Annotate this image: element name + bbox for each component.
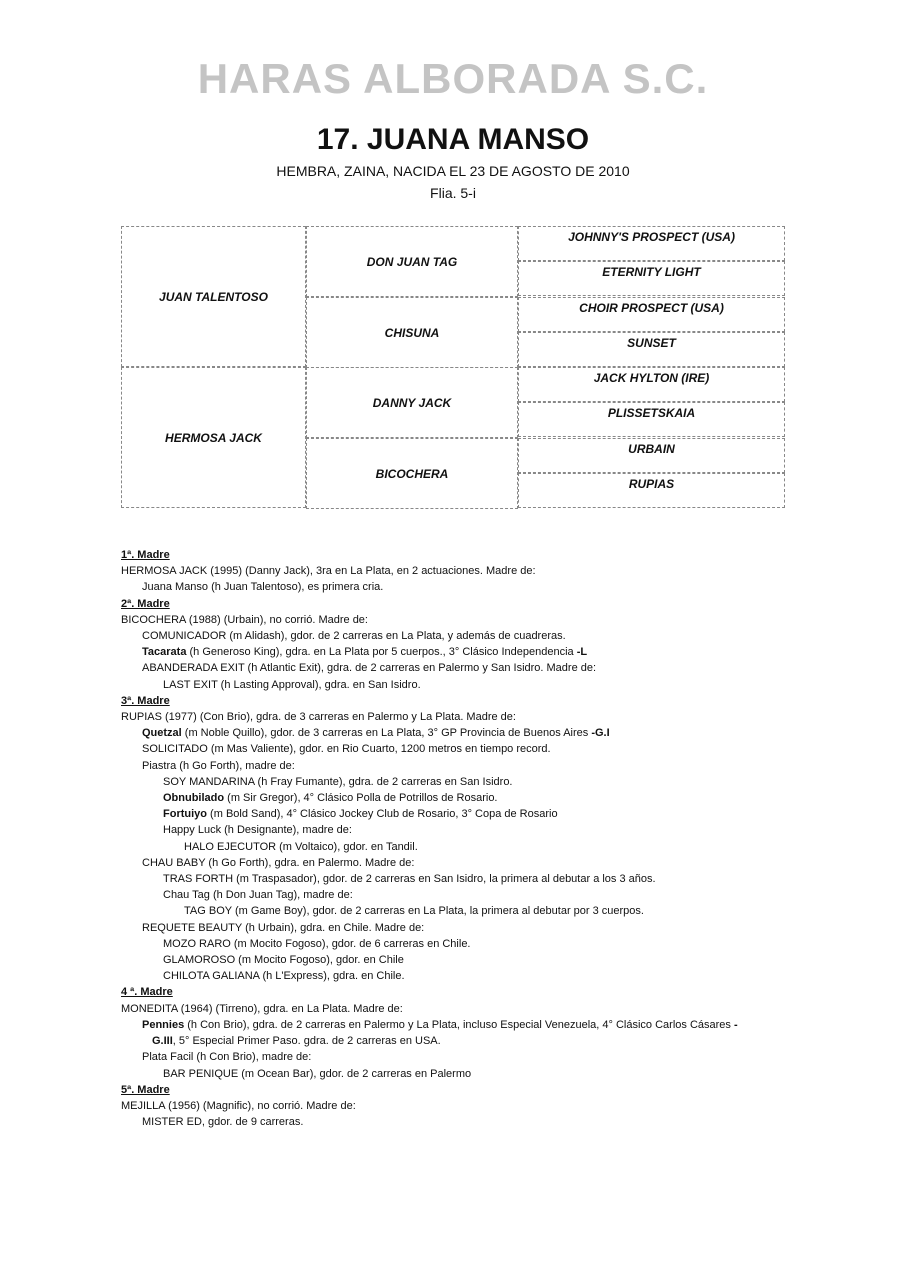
stakes-winner-name: Quetzal [142,727,182,740]
produce-line [121,725,791,741]
race-grade: - [733,1018,738,1031]
pedigree-sire-sire: DON JUAN TAG [306,226,518,297]
pedigree-table [121,226,785,508]
produce-line: MISTER ED, gdor. de 9 carreras. [142,1116,304,1129]
pedigree-dam-sire: DANNY JACK [306,367,518,438]
second-dam-heading: 2ª. Madre [121,597,170,610]
farm-title: HARAS ALBORADA S.C. [197,55,709,102]
produce-line: HALO EJECUTOR (m Voltaico), gdor. en Tandil. [184,840,418,853]
produce-text: (h Con Brio), gdra. de 2 carreras en Palermo y La Plata, incluso Especial Venezuela, 4° Clásico Carlos Cásares [184,1018,734,1031]
pedigree-dam-dam: BICOCHERA [306,438,518,509]
produce-line [121,644,791,660]
fifth-dam-heading: 5ª. Madre [121,1083,170,1096]
first-dam-heading: 1ª. Madre [121,549,170,561]
produce-line: SOLICITADO (m Mas Valiente), gdor. en Rio Cuarto, 1200 metros en tiempo record. [142,743,551,756]
produce-line: Juana Manso (h Juan Talentoso), es primera cria. [142,581,384,594]
produce-line: BICOCHERA (1988) (Urbain), no corrió. Madre de: [121,613,368,626]
race-grade: -G.I [591,727,610,740]
produce-text: , 5° Especial Primer Paso. gdra. de 2 carreras en USA. [172,1035,441,1048]
produce-line: CHAU BABY (h Go Forth), gdra. en Palermo. Madre de: [142,856,415,869]
race-grade: -L [576,646,588,659]
race-grade: G.III [152,1035,173,1048]
produce-text: (m Sir Gregor), 4° Clásico Polla de Potrillos de Rosario. [224,792,498,805]
pedigree-sire-dam: CHISUNA [306,297,518,368]
fourth-dam-heading: 4 ª. Madre [121,986,173,999]
third-dam-heading: 3ª. Madre [121,694,170,707]
produce-line: RUPIAS (1977) (Con Brio), gdra. de 3 carreras en Palermo y La Plata. Madre de: [121,711,516,724]
produce-line: Piastra (h Go Forth), madre de: [142,759,295,772]
pedigree-ggp-5: JACK HYLTON (IRE) [518,367,785,402]
produce-line: MONEDITA (1964) (Tirreno), gdra. en La Plata. Madre de: [121,1002,403,1015]
produce-record [121,547,791,1130]
produce-line: GLAMOROSO (m Mocito Fogoso), gdor. en Chile [163,954,404,967]
pedigree-ggp-6: PLISSETSKAIA [518,402,785,437]
stakes-winner-name: Fortuiyo [163,808,207,821]
produce-line: TAG BOY (m Game Boy), gdor. de 2 carreras en La Plata, la primera al debutar por 3 cuerpos. [184,905,644,918]
produce-line [121,806,791,822]
horse-title: 17. JUANA MANSO [316,123,590,156]
produce-line: TRAS FORTH (m Traspasador), gdor. de 2 carreras en San Isidro, la primera al debutar a los 3 años. [163,873,656,886]
pedigree-ggp-7: URBAIN [518,438,785,473]
produce-line: Plata Facil (h Con Brio), madre de: [142,1051,312,1064]
produce-text: (m Bold Sand), 4° Clásico Jockey Club de Rosario, 3° Copa de Rosario [207,808,558,821]
pedigree-sire: JUAN TALENTOSO [121,226,306,367]
produce-line: COMUNICADOR (m Alidash), gdor. de 2 carreras en La Plata, y además de cuadreras. [142,630,566,643]
produce-line: Happy Luck (h Designante), madre de: [163,824,352,837]
stakes-winner-name: Obnubilado [163,792,225,805]
produce-text: (h Generoso King), gdra. en La Plata por 5 cuerpos., 3° Clásico Independencia [186,646,577,659]
pedigree-ggp-4: SUNSET [518,332,785,367]
produce-line: LAST EXIT (h Lasting Approval), gdra. en San Isidro. [163,678,421,691]
produce-line [121,790,791,806]
pedigree-ggp-3: CHOIR PROSPECT (USA) [518,297,785,332]
produce-line: ABANDERADA EXIT (h Atlantic Exit), gdra. de 2 carreras en Palermo y San Isidro. Madre de: [142,662,597,675]
produce-line: MOZO RARO (m Mocito Fogoso), gdor. de 6 carreras en Chile. [163,937,471,950]
stakes-winner-name: Tacarata [142,646,187,659]
stakes-winner-name: Pennies [142,1018,185,1031]
produce-line: REQUETE BEAUTY (h Urbain), gdra. en Chile. Madre de: [142,921,425,934]
pedigree-dam: HERMOSA JACK [121,367,306,508]
family-number: Flia. 5-i [430,185,476,201]
produce-line: HERMOSA JACK (1995) (Danny Jack), 3ra en La Plata, en 2 actuaciones. Madre de: [121,565,536,578]
pedigree-ggp-1: JOHNNY'S PROSPECT (USA) [518,226,785,261]
produce-line: Chau Tag (h Don Juan Tag), madre de: [163,889,353,902]
produce-text: (m Noble Quillo), gdor. de 3 carreras en La Plata, 3° GP Provincia de Buenos Aires [181,727,592,740]
produce-line [121,1033,791,1049]
produce-line [121,1017,791,1033]
pedigree-ggp-2: ETERNITY LIGHT [518,261,785,296]
horse-description: HEMBRA, ZAINA, NACIDA EL 23 DE AGOSTO DE 2010 [276,163,630,179]
produce-line: MEJILLA (1956) (Magnific), no corrió. Madre de: [121,1099,356,1112]
produce-line: BAR PENIQUE (m Ocean Bar), gdor. de 2 carreras en Palermo [163,1067,472,1080]
pedigree-ggp-8: RUPIAS [518,473,785,508]
produce-line: CHILOTA GALIANA (h L'Express), gdra. en Chile. [163,970,405,983]
produce-line: SOY MANDARINA (h Fray Fumante), gdra. de 2 carreras en San Isidro. [163,775,513,788]
